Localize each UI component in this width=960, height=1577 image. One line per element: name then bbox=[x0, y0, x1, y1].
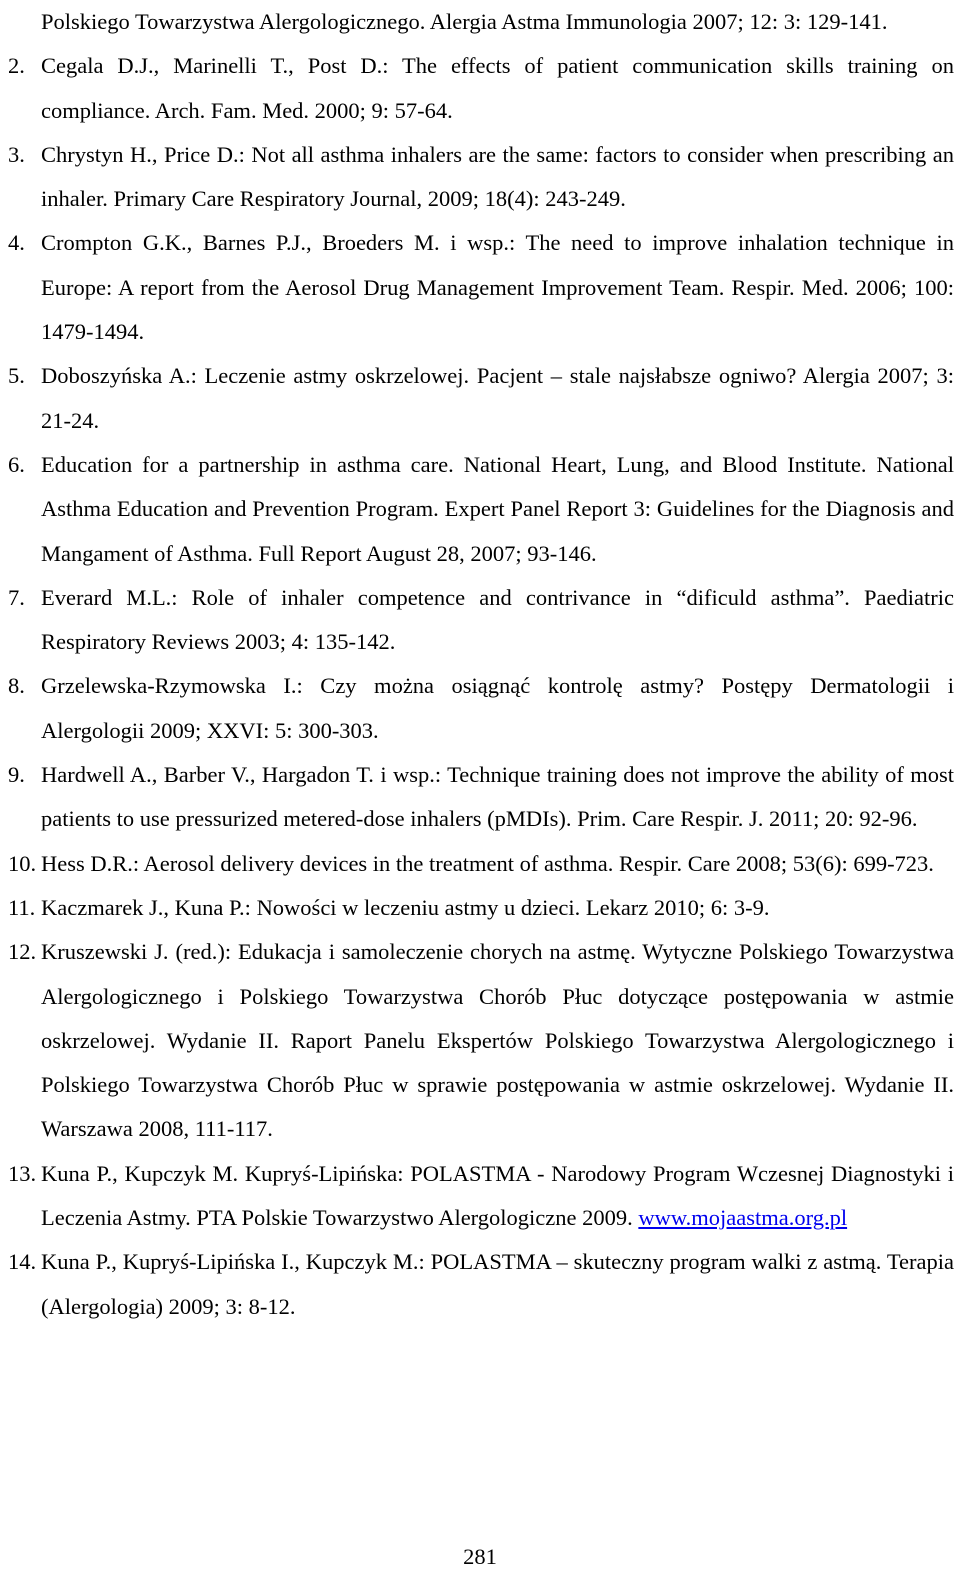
reference-citation: Kuna P., Kupczyk M. Kupryś-Lipińska: POLASTMA - Narodowy Program Wczesnej Diagnostyki i Leczenia Astmy. PTA Polskie Towarzystwo Alergologiczne 2009. bbox=[41, 1160, 954, 1231]
reference-text bbox=[41, 930, 954, 1151]
reference-citation: Kruszewski J. (red.): Edukacja i samoleczenie chorych na astmę. Wytyczne Polskiego Towarzystwa Alergologicznego i Polskiego Towarzystwa Chorób Płuc dotyczące postępowania w astmie oskrzelowej. Wydanie II. Raport Panelu Ekspertów Polskiego Towarzystwa Alergologicznego i Polskiego Towarzystwa Chorób Płuc w sprawie postępowania w astmie oskrzelowej. Wydanie II. Warszawa 2008, 111-117. bbox=[41, 939, 954, 1142]
reference-number: 10. bbox=[8, 850, 37, 876]
reference-list bbox=[8, 0, 954, 1329]
reference-link[interactable]: www.mojaastma.org.pl bbox=[638, 1205, 848, 1231]
reference-citation: Everard M.L.: Role of inhaler competence and contrivance in “dificuld asthma”. Paediatric Respiratory Reviews 2003; 4: 135-142. bbox=[41, 584, 954, 655]
reference-item bbox=[8, 664, 954, 753]
reference-items bbox=[8, 44, 954, 1329]
reference-number: 12. bbox=[8, 939, 37, 965]
reference-text bbox=[41, 842, 954, 886]
reference-number: 9. bbox=[8, 762, 25, 788]
reference-text bbox=[41, 886, 954, 930]
reference-number: 8. bbox=[8, 673, 25, 699]
reference-number: 13. bbox=[8, 1160, 37, 1186]
reference-number: 11. bbox=[8, 894, 36, 920]
reference-item bbox=[8, 930, 954, 1151]
reference-citation: Kaczmarek J., Kuna P.: Nowości w leczeniu astmy u dzieci. Lekarz 2010; 6: 3-9. bbox=[41, 894, 770, 920]
reference-text bbox=[41, 133, 954, 222]
reference-citation: Education for a partnership in asthma care. National Heart, Lung, and Blood Institute. National Asthma Education and Prevention Program. Expert Panel Report 3: Guidelines for the Diagnosis and Mangament of Asthma. Full Report August 28, 2007; 93-146. bbox=[41, 451, 954, 566]
reference-citation: Grzelewska-Rzymowska I.: Czy można osiągnąć kontrolę astmy? Postępy Dermatologii i Alergologii 2009; XXVI: 5: 300-303. bbox=[41, 673, 954, 743]
reference-citation: Crompton G.K., Barnes P.J., Broeders M. i wsp.: The need to improve inhalation technique in Europe: A report from the Aerosol Drug Management Improvement Team. Respir. Med. 2006; 100: 1479-1494. bbox=[41, 230, 954, 345]
reference-number: 6. bbox=[8, 451, 25, 477]
reference-item bbox=[8, 842, 954, 886]
reference-number: 3. bbox=[8, 141, 25, 167]
reference-citation: Hess D.R.: Aerosol delivery devices in the treatment of asthma. Respir. Care 2008; 53(6): 699-723. bbox=[41, 850, 934, 876]
reference-item bbox=[8, 576, 954, 665]
reference-number: 7. bbox=[8, 584, 25, 610]
reference-item bbox=[8, 1240, 954, 1329]
reference-citation: Kuna P., Kupryś-Lipińska I., Kupczyk M.: POLASTMA – skuteczny program walki z astmą. Terapia (Alergologia) 2009; 3: 8-12. bbox=[41, 1249, 954, 1319]
reference-item bbox=[8, 133, 954, 222]
reference-number: 14. bbox=[8, 1249, 37, 1275]
reference-text bbox=[41, 576, 954, 665]
reference-item bbox=[8, 886, 954, 930]
reference-text bbox=[41, 221, 954, 354]
reference-text bbox=[41, 44, 954, 133]
reference-item bbox=[8, 443, 954, 576]
reference-item bbox=[8, 354, 954, 443]
reference-text bbox=[41, 664, 954, 753]
page-number: 281 bbox=[463, 1544, 497, 1569]
reference-number: 5. bbox=[8, 363, 25, 389]
reference-text bbox=[41, 1240, 954, 1329]
reference-citation: Hardwell A., Barber V., Hargadon T. i wsp.: Technique training does not improve the ability of most patients to use pressurized metered-dose inhalers (pMDIs). Prim. Care Respir. J. 2011; 20: 92-96. bbox=[41, 762, 954, 832]
reference-continuation: Polskiego Towarzystwa Alergologicznego. Alergia Astma Immunologia 2007; 12: 3: 129-141. bbox=[41, 9, 888, 34]
reference-item bbox=[8, 753, 954, 842]
reference-citation: Chrystyn H., Price D.: Not all asthma inhalers are the same: factors to consider when prescribing an inhaler. Primary Care Respiratory Journal, 2009; 18(4): 243-249. bbox=[41, 141, 954, 212]
reference-text bbox=[41, 753, 954, 842]
reference-number: 4. bbox=[8, 230, 25, 256]
reference-citation: Doboszyńska A.: Leczenie astmy oskrzelowej. Pacjent – stale najsłabsze ogniwo? Alergia 2007; 3: 21-24. bbox=[41, 363, 954, 433]
reference-text bbox=[41, 1152, 954, 1241]
reference-number: 2. bbox=[8, 53, 25, 79]
reference-item bbox=[8, 221, 954, 354]
reference-citation: Cegala D.J., Marinelli T., Post D.: The effects of patient communication skills training on compliance. Arch. Fam. Med. 2000; 9: 57-64. bbox=[41, 53, 954, 123]
reference-item bbox=[8, 44, 954, 133]
reference-text bbox=[41, 354, 954, 443]
reference-item bbox=[8, 1152, 954, 1241]
reference-text bbox=[41, 443, 954, 576]
